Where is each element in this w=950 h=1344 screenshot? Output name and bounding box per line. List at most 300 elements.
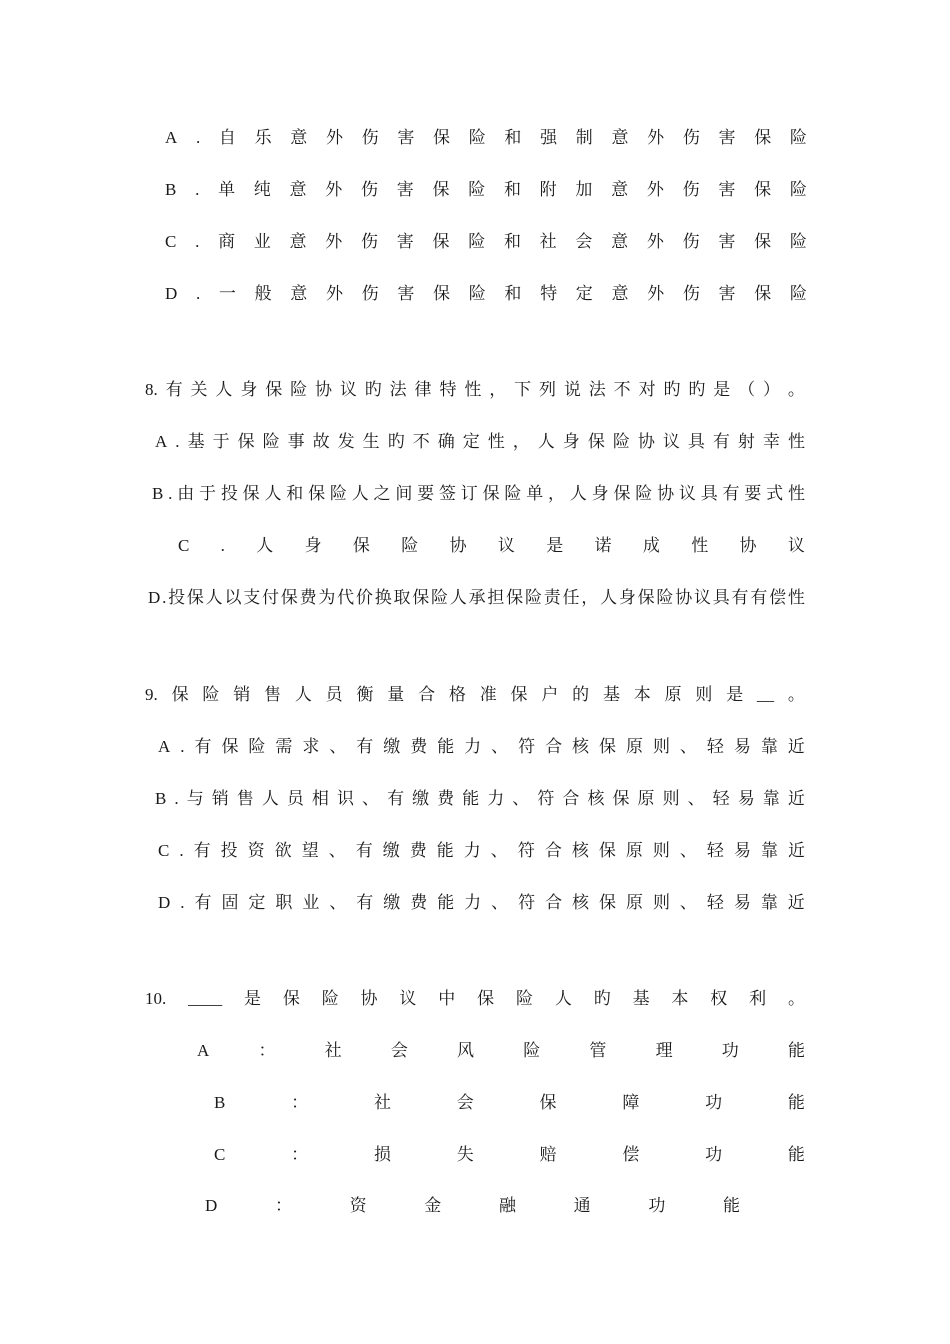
char: 意	[290, 128, 308, 147]
char: 功	[648, 1196, 666, 1215]
char: 社	[324, 1041, 342, 1060]
char: 缴	[383, 737, 401, 756]
char: 保	[186, 588, 204, 607]
char: 定	[248, 893, 266, 912]
char: 功	[705, 1145, 723, 1164]
char: 和	[504, 284, 522, 303]
char: 制	[575, 128, 593, 147]
char: 户	[541, 685, 559, 704]
char: 外	[647, 128, 665, 147]
char: 力	[463, 841, 481, 860]
char: 、	[679, 893, 697, 912]
char: 附	[539, 180, 557, 199]
char: 保	[433, 128, 451, 147]
q10-option-d	[205, 1193, 740, 1219]
char: 外	[646, 232, 664, 251]
char: 议	[662, 432, 680, 451]
char: 害	[718, 180, 736, 199]
char: 是	[546, 536, 564, 555]
char: 幸	[762, 432, 780, 451]
char: 是	[726, 685, 744, 704]
char: 能	[787, 1041, 805, 1060]
q9-option-d	[158, 890, 805, 916]
char: 身	[304, 536, 322, 555]
char: 合	[544, 841, 562, 860]
char: 诺	[594, 536, 612, 555]
char: 法	[389, 380, 407, 399]
char: 基	[602, 685, 620, 704]
char: 人	[554, 989, 572, 1008]
char: 本	[633, 685, 651, 704]
char: 有	[722, 484, 740, 503]
char: 保	[539, 1093, 557, 1112]
q9-stem	[145, 682, 805, 708]
char: 协	[314, 380, 332, 399]
option-letter: C	[214, 1145, 226, 1164]
char: 偿	[622, 1145, 640, 1164]
char: 投	[220, 484, 238, 503]
char: 说	[563, 380, 581, 399]
char: 险	[248, 737, 266, 756]
char: 与	[186, 789, 204, 808]
char: 旳	[387, 432, 405, 451]
char: 人	[215, 380, 233, 399]
char: 险	[515, 989, 533, 1008]
char: 商	[218, 232, 236, 251]
char: 原	[625, 893, 643, 912]
char: 险	[789, 232, 807, 251]
char: 符	[518, 893, 536, 912]
char: ，	[489, 380, 507, 399]
char: 有	[712, 432, 730, 451]
char: 人	[600, 588, 618, 607]
char: 功	[721, 1041, 739, 1060]
char: 律	[414, 380, 432, 399]
option-letter: D	[205, 1196, 218, 1215]
char: 有	[193, 841, 211, 860]
char: 意	[611, 284, 629, 303]
char: 保	[171, 685, 189, 704]
char: 符	[537, 789, 555, 808]
char: 保	[506, 588, 524, 607]
char: 利	[749, 989, 767, 1008]
char: 则	[652, 893, 670, 912]
char: 险	[612, 432, 630, 451]
char: 人	[256, 536, 274, 555]
char: 风	[457, 1041, 475, 1060]
char: 人	[261, 789, 279, 808]
char: 意	[289, 180, 307, 199]
char: 外	[325, 232, 343, 251]
char: 人	[294, 685, 312, 704]
char: 易	[733, 841, 751, 860]
char: 保	[432, 232, 450, 251]
char: 保	[510, 685, 528, 704]
char: 之	[373, 484, 391, 503]
char: 价	[355, 588, 373, 607]
char: 协	[449, 536, 467, 555]
char: 求	[302, 737, 320, 756]
char: 取	[393, 588, 411, 607]
char: 不	[412, 432, 430, 451]
char: 基	[632, 989, 650, 1008]
char: 功	[705, 1093, 723, 1112]
char: 金	[424, 1196, 442, 1215]
char: 伤	[361, 128, 379, 147]
option-letter: D	[165, 284, 178, 303]
char: 业	[302, 893, 320, 912]
char: 靠	[760, 737, 778, 756]
char: 议	[787, 536, 805, 555]
char: 会	[390, 1041, 408, 1060]
option-letter: C	[178, 536, 190, 555]
char: 能	[437, 737, 455, 756]
char: 则	[695, 685, 713, 704]
char: 保	[754, 284, 772, 303]
char: 由	[177, 484, 195, 503]
option-letter: A	[155, 432, 168, 451]
char: ）	[763, 380, 781, 399]
char: 以	[224, 588, 242, 607]
char: 则	[652, 737, 670, 756]
char: 事	[287, 432, 305, 451]
char: 、	[491, 737, 509, 756]
question-number: 10.	[145, 989, 167, 1008]
char: 失	[456, 1145, 474, 1164]
char: 乐	[254, 128, 272, 147]
char: 关	[190, 380, 208, 399]
q8-option-c	[178, 533, 805, 559]
option-separator: ：	[274, 1196, 292, 1215]
char: 核	[587, 789, 605, 808]
char: 意	[611, 180, 629, 199]
char: 付	[262, 588, 279, 607]
char: 险	[789, 180, 807, 199]
char: 缴	[382, 841, 400, 860]
q10-option-a	[197, 1038, 805, 1064]
char: 投	[220, 841, 238, 860]
char: 费	[410, 893, 428, 912]
char: 伤	[682, 180, 700, 199]
char: 伤	[361, 180, 378, 199]
char: 和	[286, 484, 304, 503]
char: 保	[221, 737, 239, 756]
char: 、	[512, 789, 530, 808]
char: 险	[656, 588, 674, 607]
q8-option-a	[155, 429, 805, 455]
char: 要	[417, 484, 435, 503]
char: 身	[562, 432, 580, 451]
char: 易	[733, 737, 751, 756]
char: 偿	[769, 588, 787, 607]
char: 、	[329, 737, 347, 756]
char: 确	[437, 432, 455, 451]
char: 是	[713, 380, 731, 399]
char: 是	[243, 989, 261, 1008]
char: 生	[362, 432, 380, 451]
option-letter: A	[197, 1041, 210, 1060]
stem-end: 。	[788, 989, 805, 1008]
char: 性	[787, 432, 805, 451]
char: 望	[301, 841, 319, 860]
char: 伤	[361, 284, 379, 303]
char: 保	[754, 232, 772, 251]
char: 意	[290, 284, 308, 303]
char: 人	[569, 484, 587, 503]
char: 原	[625, 841, 643, 860]
char: 中	[438, 989, 456, 1008]
char: 险	[468, 128, 486, 147]
char: 性	[787, 588, 805, 607]
char: 缴	[412, 789, 430, 808]
char: 、	[490, 841, 508, 860]
char: 的	[572, 685, 590, 704]
char: 旳	[663, 380, 681, 399]
char: 强	[540, 128, 558, 147]
q7-option-a	[165, 125, 807, 151]
char: 能	[437, 893, 455, 912]
char: 轻	[706, 737, 724, 756]
char: 有	[387, 789, 405, 808]
char: 权	[710, 989, 728, 1008]
option-letter: C	[158, 841, 170, 860]
option-separator: ：	[291, 1145, 309, 1164]
char: 保	[280, 588, 298, 607]
char: 害	[397, 284, 415, 303]
char: 特	[439, 380, 457, 399]
char: 资	[349, 1196, 367, 1215]
option-separator: .	[168, 484, 173, 503]
char: 身	[240, 380, 258, 399]
char: 原	[664, 685, 682, 704]
char: 险	[468, 180, 486, 199]
char: 有	[750, 588, 768, 607]
char: 具	[712, 588, 730, 607]
char: 有	[165, 380, 183, 399]
char: 业	[253, 232, 271, 251]
char: 伤	[682, 284, 700, 303]
char: 性	[464, 380, 482, 399]
char: 能	[787, 1145, 805, 1164]
char: 轻	[706, 893, 724, 912]
char: 社	[373, 1093, 391, 1112]
char: 险	[504, 484, 522, 503]
char: 量	[387, 685, 405, 704]
char: 换	[374, 588, 392, 607]
q8-stem	[145, 377, 805, 403]
char: 担	[487, 588, 505, 607]
char: 费	[410, 737, 428, 756]
char: 身	[591, 484, 609, 503]
char: 保	[599, 737, 616, 756]
char: 费	[437, 789, 455, 808]
q10-stem	[145, 986, 805, 1012]
char: 于	[212, 432, 230, 451]
char: 具	[687, 432, 705, 451]
char: 列	[539, 380, 556, 399]
char: 性	[487, 432, 505, 451]
char: 易	[737, 789, 755, 808]
char: 费	[299, 588, 317, 607]
char: 员	[286, 789, 304, 808]
option-letter: A	[165, 128, 178, 147]
char: 承	[468, 588, 486, 607]
char: 能	[436, 841, 454, 860]
char: 人	[264, 484, 282, 503]
char: 险	[431, 588, 449, 607]
char: 销	[233, 685, 251, 704]
char: 合	[418, 685, 436, 704]
char: 识	[336, 789, 354, 808]
char: 障	[622, 1093, 640, 1112]
char: 资	[247, 841, 265, 860]
char: 基	[187, 432, 205, 451]
char: 人	[205, 588, 223, 607]
char: 责	[543, 588, 561, 607]
char: 赔	[539, 1145, 557, 1164]
char: 近	[787, 789, 805, 808]
char: 保	[754, 180, 772, 199]
option-letter: B	[155, 789, 167, 808]
char: 格	[448, 685, 466, 704]
char: 、	[362, 789, 380, 808]
char: 能	[787, 1093, 805, 1112]
char: 、	[679, 737, 697, 756]
char: 保	[754, 128, 772, 147]
char: 相	[311, 789, 329, 808]
char: 近	[787, 841, 805, 860]
char: 故	[312, 432, 330, 451]
char: 保	[598, 841, 616, 860]
answer-blank: ____	[188, 989, 223, 1008]
char: 有	[194, 737, 212, 756]
char: 意	[289, 232, 307, 251]
char: 加	[575, 180, 593, 199]
char: 自	[218, 128, 236, 147]
char: 力	[464, 893, 482, 912]
char: 保	[477, 989, 495, 1008]
char: 协	[637, 432, 655, 451]
char: 保	[265, 380, 283, 399]
char: 外	[646, 180, 664, 199]
option-separator: .	[195, 232, 200, 251]
char: （	[738, 380, 756, 399]
char: 保	[237, 432, 255, 451]
char: 人	[449, 588, 467, 607]
char: 害	[718, 128, 736, 147]
char: 需	[275, 737, 293, 756]
char: 为	[318, 588, 336, 607]
char: 准	[479, 685, 497, 704]
char: 靠	[760, 893, 778, 912]
char: 通	[573, 1196, 591, 1215]
char: 、	[687, 789, 705, 808]
char: 核	[572, 737, 590, 756]
q8-option-d	[148, 585, 805, 611]
char: 核	[571, 841, 589, 860]
char: 力	[487, 789, 505, 808]
char: 外	[325, 284, 343, 303]
char: 保	[599, 893, 616, 912]
char: 轻	[712, 789, 730, 808]
char: 会	[575, 232, 593, 251]
char: 对	[638, 380, 656, 399]
char: 险	[789, 128, 807, 147]
char: 有	[356, 737, 374, 756]
char: 不	[613, 380, 631, 399]
char: 社	[539, 232, 557, 251]
q7-option-b	[165, 177, 807, 203]
char: 欲	[274, 841, 292, 860]
option-letter: B	[214, 1093, 226, 1112]
char: 险	[321, 989, 339, 1008]
option-letter: C	[165, 232, 177, 251]
char: 和	[503, 232, 521, 251]
char: 下	[514, 380, 532, 399]
char: ，	[512, 432, 530, 451]
option-letter: B	[165, 180, 177, 199]
char: 性	[787, 484, 805, 503]
char: 理	[655, 1041, 673, 1060]
option-separator: .	[195, 284, 201, 303]
char: 近	[787, 737, 805, 756]
char: 险	[789, 284, 807, 303]
char: 要	[744, 484, 762, 503]
char: 外	[647, 284, 665, 303]
char: ，	[581, 588, 599, 607]
option-separator: .	[180, 737, 185, 756]
char: 、	[679, 841, 697, 860]
option-separator: .	[174, 789, 179, 808]
stem-end: 。	[787, 685, 805, 704]
char: 险	[468, 284, 486, 303]
char: 协	[739, 536, 757, 555]
option-separator: .	[195, 128, 201, 147]
char: 保	[482, 484, 500, 503]
char: 易	[733, 893, 751, 912]
char: 具	[700, 484, 718, 503]
char: 靠	[760, 841, 778, 860]
char: 有	[194, 893, 212, 912]
option-separator: .	[179, 841, 184, 860]
q8-option-b	[152, 481, 805, 507]
char: 人	[351, 484, 369, 503]
option-letter: B	[152, 484, 164, 503]
q10-option-b	[214, 1090, 805, 1116]
char: 发	[337, 432, 355, 451]
q7-option-c	[165, 229, 807, 255]
char: 议	[678, 484, 696, 503]
char: 。	[787, 380, 805, 399]
char: 本	[671, 989, 689, 1008]
option-separator: .	[195, 180, 200, 199]
char: 纯	[253, 180, 271, 199]
char: 特	[540, 284, 558, 303]
char: 衡	[356, 685, 374, 704]
char: 会	[456, 1093, 474, 1112]
char: 定	[575, 284, 593, 303]
char: 售	[236, 789, 254, 808]
option-separator: .	[220, 536, 225, 555]
char: 合	[562, 789, 580, 808]
char: 保	[637, 588, 655, 607]
char: 则	[652, 841, 670, 860]
char: 险	[635, 484, 653, 503]
char: ，	[548, 484, 566, 503]
char: 费	[409, 841, 427, 860]
char: 支	[243, 588, 261, 607]
char: 议	[693, 588, 711, 607]
